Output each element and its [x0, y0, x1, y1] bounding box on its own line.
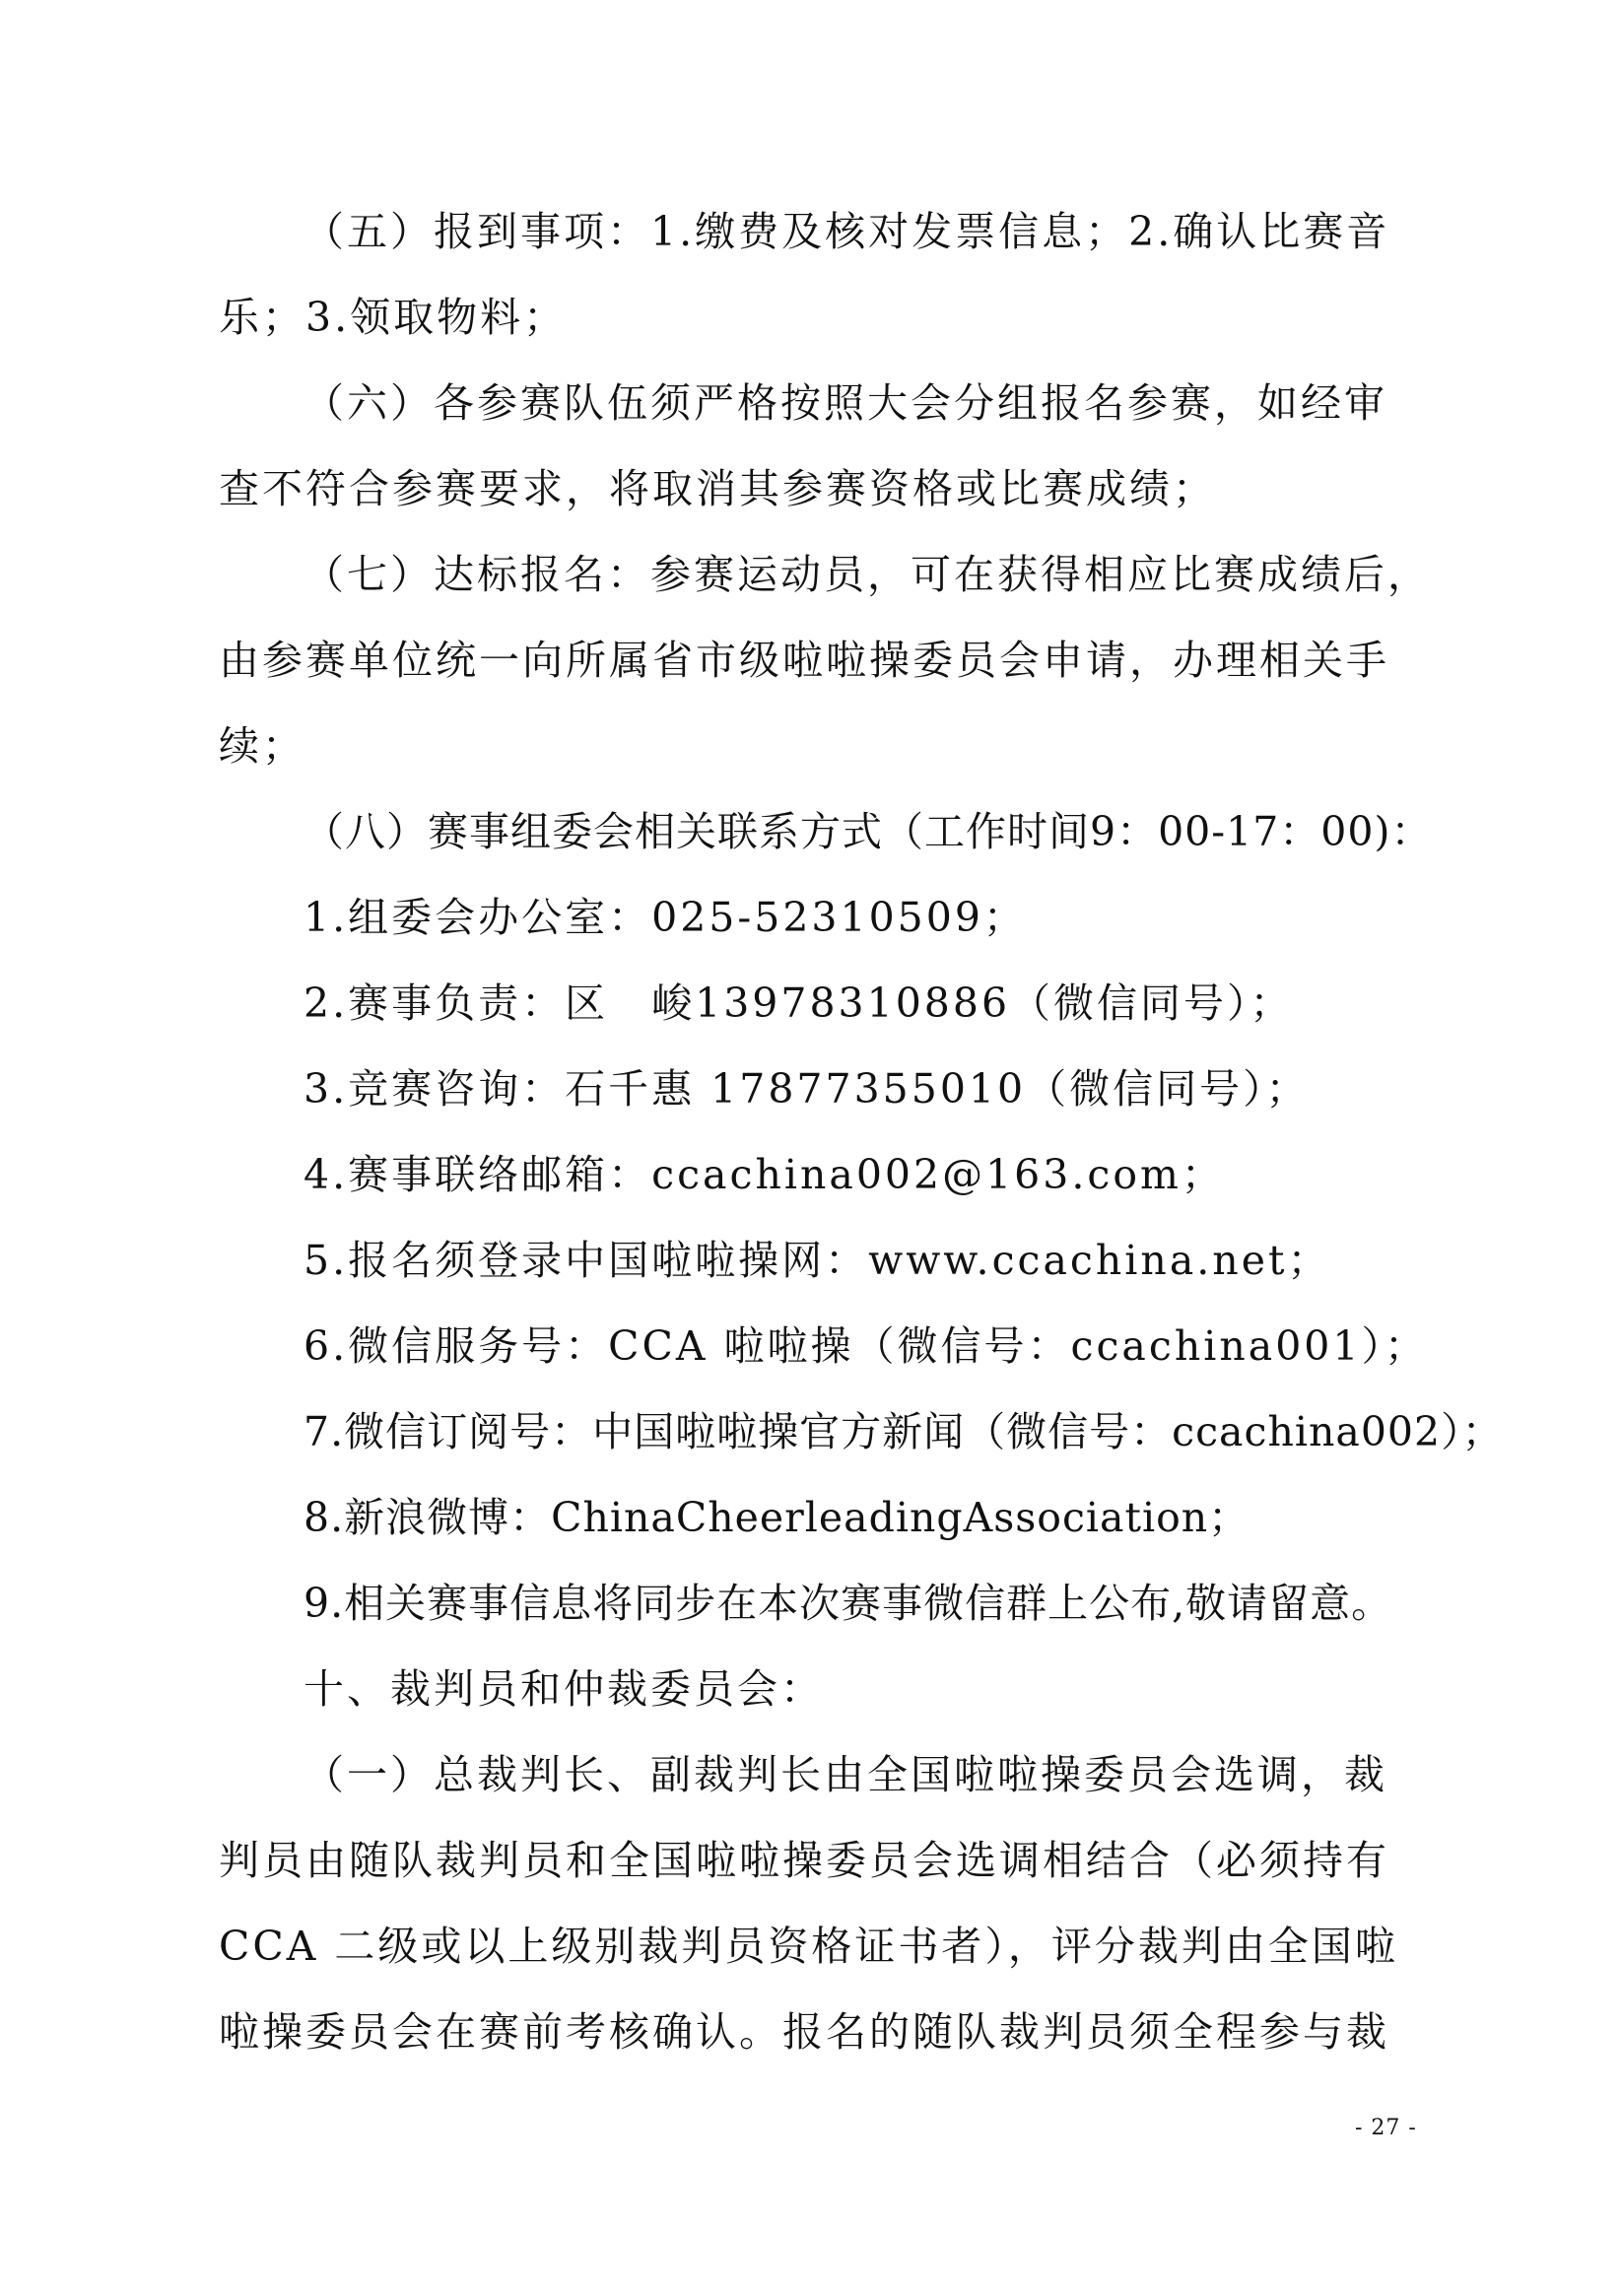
text-line: 查不符合参赛要求，将取消其参赛资格或比赛成绩；	[219, 465, 1216, 512]
section-heading: 十、裁判员和仲裁委员会：	[304, 1665, 824, 1713]
text-line: 续；	[219, 722, 305, 770]
text-line: （八）赛事组委会相关联系方式（工作时间9：00-17：00)：	[304, 808, 1433, 855]
text-line: 3.竞赛咨询：石千惠 17877355010（微信同号）；	[304, 1065, 1310, 1113]
text-line: 8.新浪微博：ChinaCheerleadingAssociation；	[304, 1494, 1250, 1541]
text-line: 由参赛单位统一向所属省市级啦啦操委员会申请，办理相关手	[219, 637, 1389, 684]
text-line: 乐；3.领取物料；	[219, 294, 568, 341]
page-number: - 27 -	[1355, 2116, 1417, 2140]
text-line: 7.微信订阅号：中国啦啦操官方新闻（微信号：ccachina002）；	[304, 1408, 1504, 1455]
text-line: （一）总裁判长、副裁判长由全国啦啦操委员会选调，裁	[304, 1751, 1387, 1798]
text-line: 2.赛事负责：区 峻13978310886（微信同号）；	[304, 979, 1294, 1027]
text-line: 9.相关赛事信息将同步在本次赛事微信群上公布,敬请留意。	[304, 1580, 1393, 1627]
text-line: （七）达标报名：参赛运动员，可在获得相应比赛成绩后，	[304, 551, 1431, 598]
text-line: 5.报名须登录中国啦啦操网：www.ccachina.net；	[304, 1237, 1331, 1284]
text-line: 4.赛事联络邮箱：ccachina002@163.com；	[304, 1151, 1225, 1198]
text-line: CCA 二级或以上级别裁判员资格证书者），评分裁判由全国啦	[219, 1923, 1398, 1970]
text-line: 1.组委会办公室：025-52310509；	[304, 894, 1027, 941]
text-line: （六）各参赛队伍须严格按照大会分组报名参赛，如经审	[304, 379, 1387, 427]
text-line: 判员由随队裁判员和全国啦啦操委员会选调相结合（必须持有	[219, 1837, 1389, 1884]
text-line: 6.微信服务号：CCA 啦啦操（微信号：ccachina001）；	[304, 1322, 1428, 1370]
text-line: （五）报到事项：1.缴费及核对发票信息；2.确认比赛音	[304, 208, 1390, 255]
text-line: 啦操委员会在赛前考核确认。报名的随队裁判员须全程参与裁	[219, 2008, 1389, 2056]
